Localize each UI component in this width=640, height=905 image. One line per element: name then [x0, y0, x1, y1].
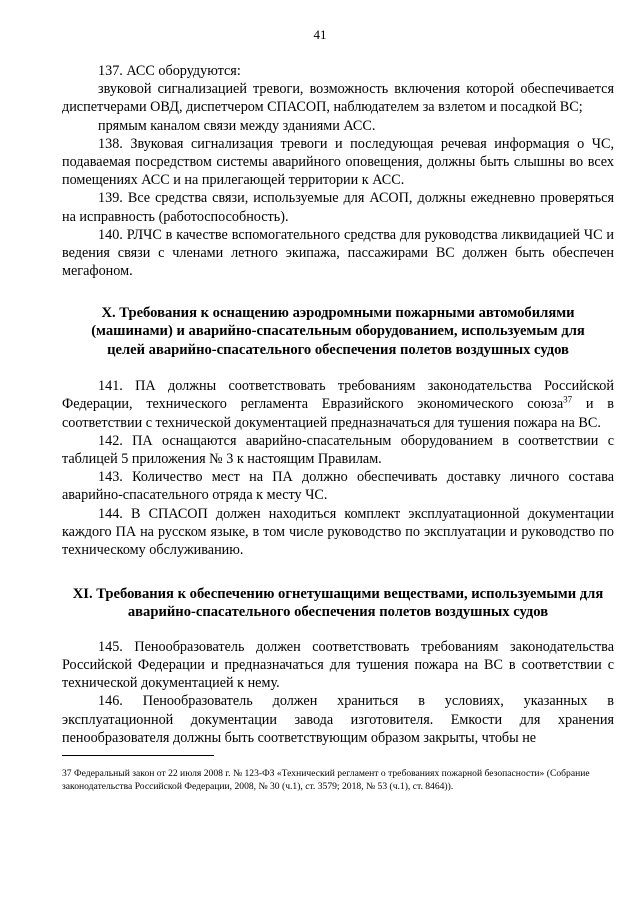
- paragraph-141: 141. ПА должны соответствовать требованиям законодательства Российской Федерации, технического регламента Евразийского экономического союза$^{37}$ и в соответствии с технической документацией предназначаться для тушения пожара на ВС.: [62, 378, 615, 431]
- section-11-heading: XI. Требования к обеспечению огнетушащими веществами, используемыми для аварийно-спасательного обеспечения полетов воздушных судов: [72, 586, 604, 621]
- paragraph-139: 139. Все средства связи, используемые для АСОП, должны ежедневно проверяться на исправность (работоспособность).: [62, 190, 614, 225]
- footnote-separator: [62, 755, 214, 756]
- paragraph-137-item-b: прямым каналом связи между зданиями АСС.: [98, 117, 376, 134]
- section-10-heading: X. Требования к оснащению аэродромными пожарными автомобилями (машинами) и аварийно-спасательным оборудованием, используемым для целей аварийно-спасательного обеспечения полетов воздушных судов: [91, 305, 585, 358]
- paragraph-143: 143. Количество мест на ПА должно обеспечивать доставку личного состава аварийно-спасательного отряда к месту ЧС.: [62, 469, 614, 504]
- page-number: 41: [313, 27, 327, 42]
- paragraphs-137-140: [62, 62, 614, 280]
- paragraph-142: 142. ПА оснащаются аварийно-спасательным оборудованием в соответствии с таблицей 5 приложения № 3 к настоящим Правилам.: [62, 432, 614, 468]
- paragraph-140: 140. РЛЧС в качестве вспомогательного средства для руководства ликвидацией ЧС и ведения связи с членами летного экипажа, пассажирами ВС должен быть обеспечен мегафоном.: [62, 226, 614, 280]
- paragraph-145: 145. Пенообразователь должен соответствовать требованиям законодательства Российской Федерации и предназначаться для тушения пожара на ВС в соответствии с технической документацией к нему.: [62, 638, 614, 692]
- footnote-37: 37 Федеральный закон от 22 июля 2008 г. № 123-ФЗ «Технический регламент о требованиях пожарной безопасности» (Собрание законодательства Российской Федерации, 2008, № 30 (ч.1), ст. 3579; 2018, № 53 (ч.1), ст. 8464)).: [62, 768, 590, 792]
- section-10: [62, 304, 614, 559]
- paragraph-146: 146. Пенообразователь должен храниться в условиях, указанных в эксплуатационной документации завода изготовителя. Емкости для хранения пенообразователя должны быть соответствующим образом закрыты, чтобы не: [62, 693, 614, 746]
- paragraph-144: 144. В СПАСОП должен находиться комплект эксплуатационной документации каждого ПА на русском языке, в том числе руководство по эксплуатации и руководство по техническому обслуживанию.: [62, 505, 614, 559]
- section-11: [62, 585, 614, 747]
- footnote-ref-37: 37: [563, 394, 573, 405]
- paragraph-137-head: 137. АСС оборудуются:: [98, 63, 241, 79]
- paragraph-137-item-a: звуковой сигнализацией тревоги, возможность включения которой обеспечивается диспетчерами ОВД, диспетчером СПАСОП, наблюдателем за взлетом и посадкой ВС;: [62, 81, 614, 116]
- footnote: [62, 767, 622, 793]
- paragraph-138: 138. Звуковая сигнализация тревоги и последующая речевая информация о ЧС, подаваемая посредством системы аварийного оповещения, должны быть слышны во всех помещениях АСС и на прилегающей территории к АСС.: [62, 135, 614, 189]
